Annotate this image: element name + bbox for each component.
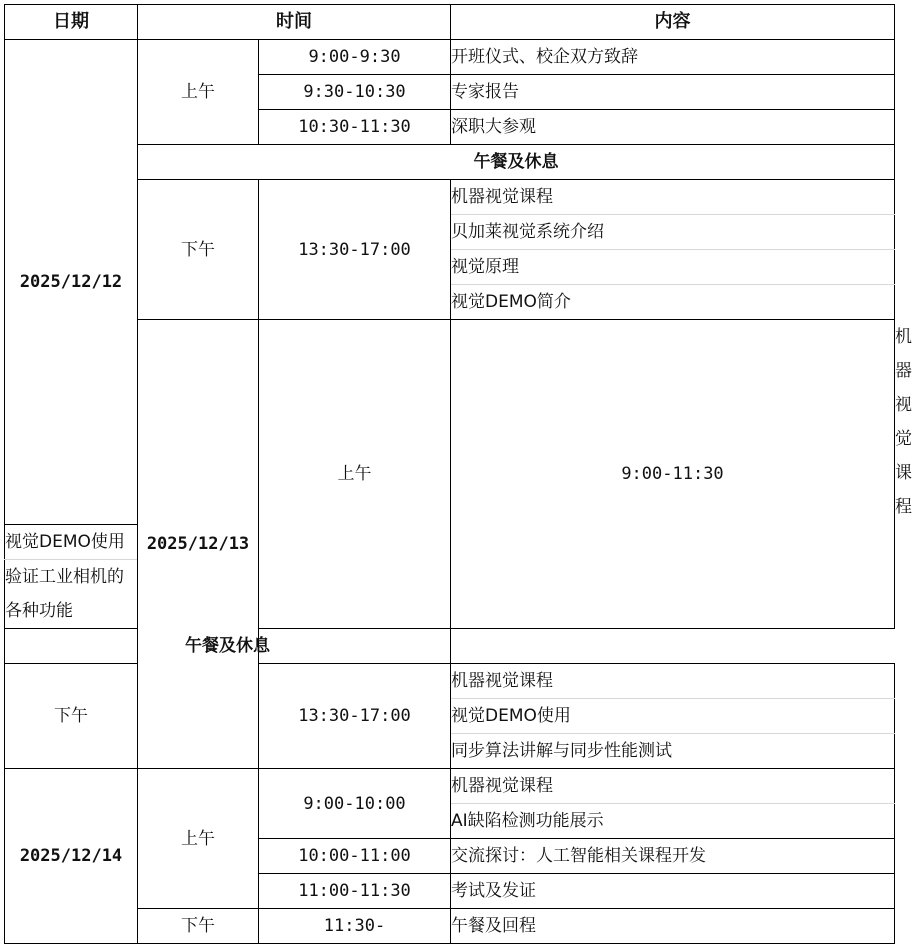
date-cell: 2025/12/12 — [5, 40, 138, 525]
time-cell: 10:00-11:00 — [259, 839, 451, 874]
table-row: 2025/12/13 上午 9:00-11:30 机器视觉课程 — [5, 320, 895, 525]
table-row — [5, 40, 895, 75]
time-cell: 9:30-10:30 — [259, 75, 451, 110]
time-cell: 11:00-11:30 — [259, 874, 451, 909]
time-cell: 13:30-17:00 — [259, 180, 451, 320]
time-cell: 9:00-11:30 — [451, 320, 895, 629]
header-date: 日期 — [5, 5, 138, 40]
content-cell: 交流探讨：人工智能相关课程开发 — [451, 839, 895, 874]
time-cell: 10:30-11:30 — [259, 110, 451, 145]
lunch-break-cell: 午餐及休息 — [5, 629, 451, 664]
content-cell: 考试及发证 — [451, 874, 895, 909]
content-cell: 深职大参观 — [451, 110, 895, 145]
content-cell: AI缺陷检测功能展示 — [451, 804, 895, 839]
time-cell: 9:00-10:00 — [259, 769, 451, 839]
period-cell: 上午 — [259, 320, 451, 629]
content-cell: 视觉DEMO使用 — [5, 525, 138, 560]
table-row — [5, 145, 895, 180]
period-cell: 上午 — [138, 40, 259, 145]
content-cell: 验证工业相机的各种功能 — [5, 560, 138, 629]
table-row — [5, 180, 895, 215]
schedule-table — [4, 4, 912, 944]
period-cell: 下午 — [138, 909, 259, 944]
content-cell: 专家报告 — [451, 75, 895, 110]
table-row — [5, 769, 895, 804]
content-cell: 视觉DEMO简介 — [451, 285, 895, 320]
period-cell: 下午 — [5, 664, 138, 769]
content-cell: 机器视觉课程 — [451, 769, 895, 804]
header-row — [5, 5, 895, 40]
content-cell: 午餐及回程 — [451, 909, 895, 944]
lunch-break-cell: 午餐及休息 — [138, 145, 895, 180]
header-time: 时间 — [138, 5, 451, 40]
time-cell: 13:30-17:00 — [259, 664, 451, 769]
table-row — [5, 629, 895, 664]
date-cell: 2025/12/14 — [5, 769, 138, 944]
content-cell: 开班仪式、校企双方致辞 — [451, 40, 895, 75]
content-cell: 同步算法讲解与同步性能测试 — [451, 734, 895, 769]
date-cell: 2025/12/13 — [138, 320, 259, 769]
content-cell: 贝加莱视觉系统介绍 — [451, 215, 895, 250]
period-cell: 上午 — [138, 769, 259, 909]
header-content: 内容 — [451, 5, 895, 40]
time-cell: 11:30- — [259, 909, 451, 944]
content-cell: 机器视觉课程 — [451, 664, 895, 699]
table-row — [5, 909, 895, 944]
content-cell: 机器视觉课程 — [451, 180, 895, 215]
time-cell: 9:00-9:30 — [259, 40, 451, 75]
period-cell: 下午 — [138, 180, 259, 320]
content-cell: 视觉DEMO使用 — [451, 699, 895, 734]
content-cell: 视觉原理 — [451, 250, 895, 285]
